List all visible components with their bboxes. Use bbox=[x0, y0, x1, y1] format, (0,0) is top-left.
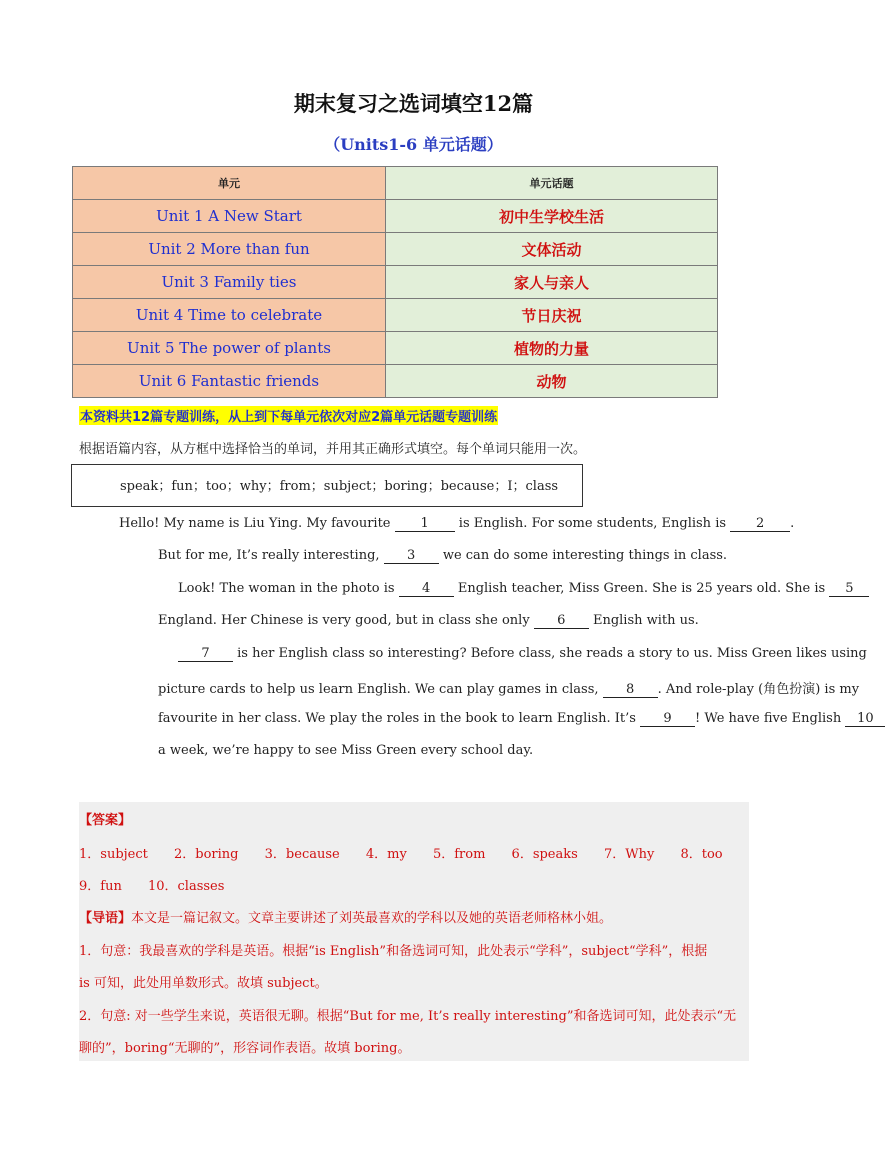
column-header-unit: 单元 bbox=[73, 167, 386, 200]
answer-list bbox=[79, 875, 246, 894]
passage-text: is her English class so interesting? Before class, she reads a story to us. Miss Green likes using bbox=[237, 646, 867, 661]
unit-cell: Unit 1 A New Start bbox=[73, 200, 386, 233]
guide-label: 【导语】 bbox=[79, 911, 132, 926]
explanation-line: 1．句意：我最喜欢的学科是英语。根据“is English”和备选词可知，此处表示“学科”，subject“学科”，根据 bbox=[79, 944, 708, 959]
passage-line bbox=[158, 678, 859, 698]
blank-2: 2 bbox=[730, 517, 790, 532]
answer-item: 2．boring bbox=[174, 847, 239, 862]
answer-item: 4．my bbox=[365, 847, 407, 862]
passage-line bbox=[119, 516, 794, 532]
answer-item: 1．subject bbox=[79, 847, 148, 862]
passage-line bbox=[158, 711, 885, 727]
answer-list bbox=[79, 843, 745, 862]
blank-7: 7 bbox=[178, 647, 233, 662]
unit-cell: Unit 4 Time to celebrate bbox=[73, 299, 386, 332]
topic-cell: 植物的力量 bbox=[386, 332, 718, 365]
passage-text: ! We have five English bbox=[695, 711, 842, 726]
answer-item: 5．from bbox=[432, 847, 486, 862]
table-row bbox=[73, 233, 718, 266]
passage-text: Look! The woman in the photo is bbox=[178, 581, 395, 596]
table-row bbox=[73, 200, 718, 233]
answer-section bbox=[79, 802, 749, 1061]
unit-cell: Unit 6 Fantastic friends bbox=[73, 365, 386, 398]
highlight-note: 本资料共12篇专题训练，从上到下每单元依次对应2篇单元话题专题训练 bbox=[79, 406, 498, 425]
passage-line bbox=[158, 743, 533, 758]
table-row bbox=[73, 332, 718, 365]
table-row bbox=[73, 299, 718, 332]
passage-text: . bbox=[790, 516, 795, 531]
guide-text: 本文是一篇记叙文。文章主要讲述了刘英最喜欢的学科以及她的英语老师格林小姐。 bbox=[131, 911, 613, 926]
passage-line bbox=[178, 581, 869, 597]
answer-item: 10．classes bbox=[147, 879, 225, 894]
topic-cell: 家人与亲人 bbox=[386, 266, 718, 299]
passage-text: But for me, It’s really interesting, bbox=[158, 548, 380, 563]
column-header-topic: 单元话题 bbox=[386, 167, 718, 200]
topic-cell: 文体活动 bbox=[386, 233, 718, 266]
blank-10: 10 bbox=[845, 712, 885, 727]
explanation-line: 2．句意: 对一些学生来说，英语很无聊。根据“But for me, It’s really interesting”和备选词可知，此处表示“无 bbox=[79, 1009, 737, 1024]
answer-item: 9．fun bbox=[79, 879, 122, 894]
passage-line bbox=[158, 548, 727, 564]
unit-cell: Unit 3 Family ties bbox=[73, 266, 386, 299]
passage-text: we can do some interesting things in class. bbox=[442, 548, 728, 563]
blank-4: 4 bbox=[399, 582, 454, 597]
passage-line bbox=[178, 646, 867, 662]
table-row bbox=[73, 266, 718, 299]
guide-line bbox=[79, 907, 612, 926]
topic-cell: 初中生学校生活 bbox=[386, 200, 718, 233]
passage-text: picture cards to help us learn English. We can play games in class, bbox=[158, 682, 599, 697]
passage-text: favourite in her class. We play the roles in the book to learn English. It’s bbox=[158, 711, 636, 726]
blank-3: 3 bbox=[384, 549, 439, 564]
passage-text: is English. For some students, English is bbox=[458, 516, 727, 531]
answer-item: 7．Why bbox=[603, 847, 655, 862]
unit-cell: Unit 5 The power of plants bbox=[73, 332, 386, 365]
blank-5: 5 bbox=[829, 582, 869, 597]
answer-label: 【答案】 bbox=[79, 813, 132, 828]
table-header-row bbox=[73, 167, 718, 200]
passage-text: English with us. bbox=[592, 613, 699, 628]
passage-text: England. Her Chinese is very good, but in class she only bbox=[158, 613, 530, 628]
unit-cell: Unit 2 More than fun bbox=[73, 233, 386, 266]
unit-topic-table bbox=[72, 166, 718, 398]
topic-cell: 动物 bbox=[386, 365, 718, 398]
instruction-text: 根据语篇内容，从方框中选择恰当的单词，并用其正确形式填空。每个单词只能用一次。 bbox=[79, 442, 587, 457]
blank-6: 6 bbox=[534, 614, 589, 629]
passage-line bbox=[158, 613, 699, 629]
table-row bbox=[73, 365, 718, 398]
passage-text: . And role-play (角色扮演) is my bbox=[657, 682, 860, 697]
page-subtitle: （Units1-6 单元话题） bbox=[324, 135, 503, 154]
explanation-line: 聊的”，boring“无聊的”，形容词作表语。故填 boring。 bbox=[79, 1041, 411, 1056]
blank-9: 9 bbox=[640, 712, 695, 727]
word-box: speak；fun；too；why；from；subject；boring；because；I；class bbox=[71, 464, 583, 507]
answer-item: 8．too bbox=[680, 847, 723, 862]
topic-cell: 节日庆祝 bbox=[386, 299, 718, 332]
passage-text: Hello! My name is Liu Ying. My favourite bbox=[119, 516, 391, 531]
passage-text: English teacher, Miss Green. She is 25 years old. She is bbox=[457, 581, 826, 596]
answer-item: 6．speaks bbox=[511, 847, 578, 862]
blank-8: 8 bbox=[603, 683, 658, 698]
page-title: 期末复习之选词填空12篇 bbox=[293, 91, 534, 116]
answer-item: 3．because bbox=[264, 847, 340, 862]
explanation-line: is 可知，此处用单数形式。故填 subject。 bbox=[79, 976, 328, 991]
blank-1: 1 bbox=[395, 517, 455, 532]
passage-text: a week, we’re happy to see Miss Green every school day. bbox=[158, 743, 534, 758]
